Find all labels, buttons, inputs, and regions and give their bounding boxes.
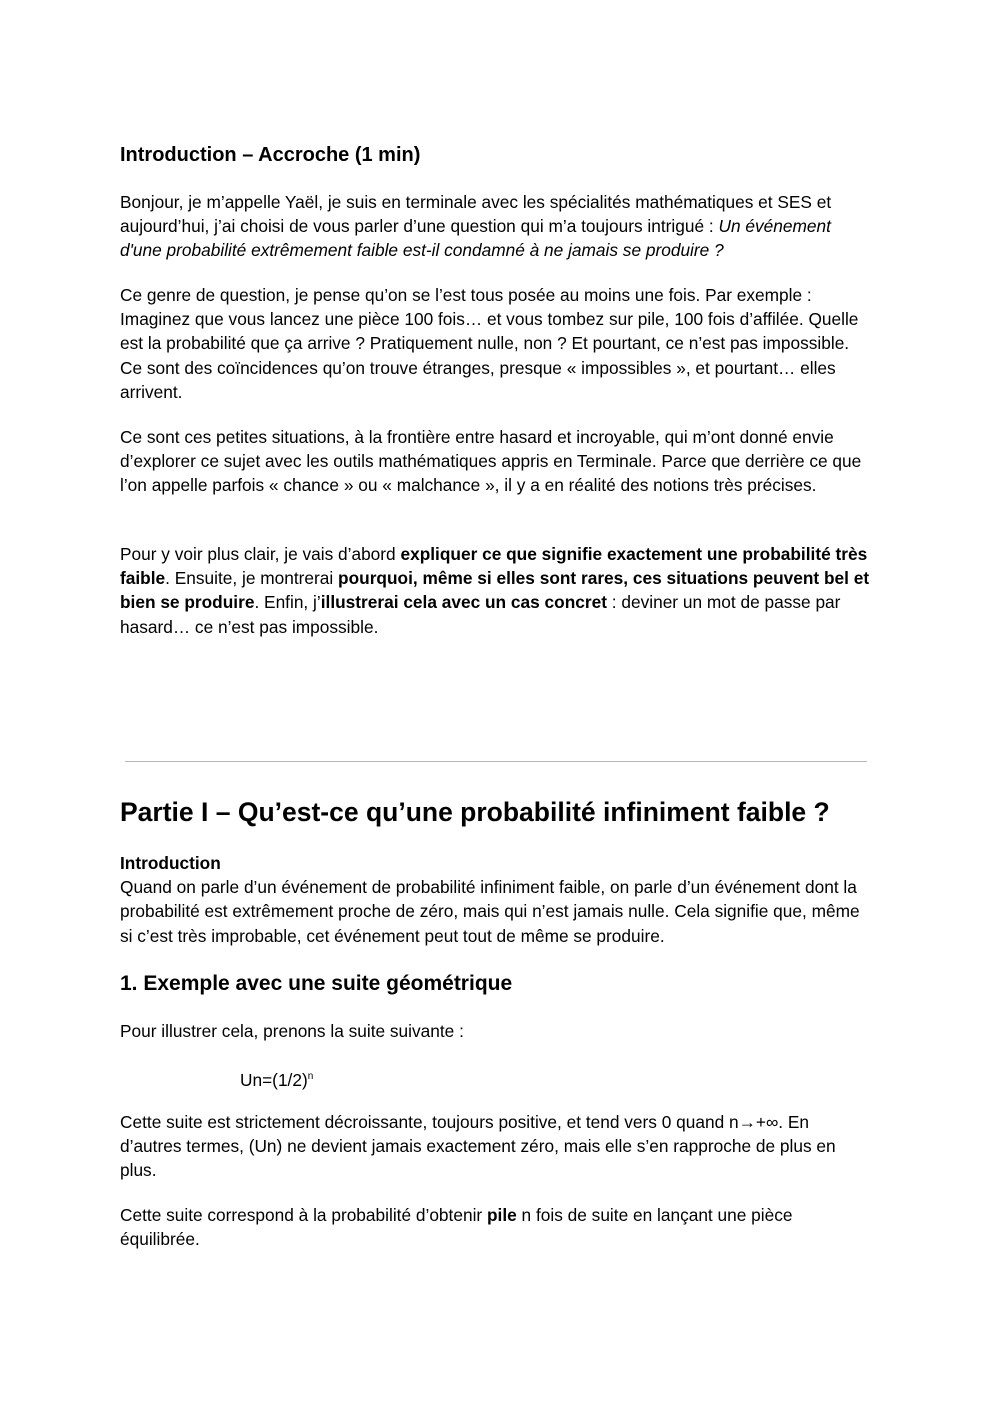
intro-question: Un événement d'une probabilité extrêmement faible est-il condamné à ne jamais se produire ? — [120, 216, 831, 261]
intro-paragraph-2 — [120, 283, 872, 404]
intro-p1-text: Bonjour, je m’appelle Yaël, je suis en terminale avec les spécialités mathématiques et SES et aujourd’hui, j’ai choisi de vous parler d’une question qui m’a toujours intrigué : — [120, 192, 832, 237]
intro-p4-a: Pour y voir plus clair, je vais d’abord — [120, 544, 401, 564]
intro-p3-text: Ce sont ces petites situations, à la frontière entre hasard et incroyable, qui m’ont donné envie d’explorer ce sujet avec les outils mathématiques appris en Terminale. Parce que derrière ce que l’on appelle parfois « chance » ou « malchance », il y a en réalité des notions très précises. — [120, 427, 862, 496]
formula-exponent: n — [307, 1071, 314, 1082]
horizontal-divider — [125, 761, 867, 762]
section1-paragraph-1 — [120, 1019, 872, 1043]
intro-p4-c: . Ensuite, je montrerai — [165, 568, 339, 589]
part1-introduction — [120, 851, 872, 948]
part1-intro-label: Introduction — [120, 853, 221, 873]
section1-heading-block — [120, 971, 872, 997]
intro-p4-b: expliquer ce que signifie exactement une probabilité très faible — [120, 544, 868, 589]
s1-p3-c: n fois de suite en lançant une pièce équilibrée. — [120, 1205, 793, 1250]
intro-p4-g: : deviner un mot de passe par hasard… ce n’est pas impossible. — [120, 592, 841, 637]
s1-p3-a: Cette suite correspond à la probabilité d’obtenir — [120, 1205, 487, 1225]
part1-heading: Partie I – Qu’est-ce qu’une probabilité infiniment faible ? — [120, 797, 830, 827]
intro-p4-e: . Enfin, j’ — [254, 592, 321, 613]
intro-p4-d: pourquoi, même si elles sont rares, ces situations peuvent bel et bien se produire — [120, 568, 870, 613]
part1-intro-text: Quand on parle d’un événement de probabilité infiniment faible, on parle d’un événement dont la probabilité est extrêmement proche de zéro, mais qui n’est jamais nulle. Cela signifie que, même si c’est très improbable, cet événement peut tout de même se produire. — [120, 877, 860, 946]
formula — [120, 1065, 872, 1092]
section1-heading: 1. Exemple avec une suite géométrique — [120, 972, 513, 995]
section1-paragraph-2 — [120, 1110, 872, 1183]
section1-paragraph-3 — [120, 1203, 872, 1251]
intro-p4-f: illustrerai cela avec un cas concret — [320, 592, 607, 613]
intro-p2-text: Ce genre de question, je pense qu’on se l’est tous posée au moins une fois. Par exemple : Imaginez que vous lancez une pièce 100 fois… et vous tombez sur pile, 100 fois d’affilée. Quelle est la probabilité que ça arrive ? Pratiquement nulle, non ? Et pourtant, ce n’est pas impossible. Ce sont des coïncidences qu’on trouve étranges, presque « impossibles », et pourtant… elles arrivent. — [120, 285, 859, 402]
intro-paragraph-4 — [120, 542, 872, 639]
s1-p2-text: Cette suite est strictement décroissante, toujours positive, et tend vers 0 quand n→+∞. En d’autres termes, (Un) ne devient jamais exactement zéro, mais elle s’en rapproche de plus en plus. — [120, 1112, 836, 1181]
s1-p3-b: pile — [486, 1205, 517, 1225]
intro-heading: Introduction – Accroche (1 min) — [120, 144, 421, 166]
formula-block — [120, 1065, 872, 1092]
formula-base: Un=(1/2) — [240, 1070, 308, 1090]
intro-paragraph-3 — [120, 425, 872, 498]
s1-p1-text: Pour illustrer cela, prenons la suite suivante : — [120, 1021, 464, 1041]
part1-heading-block — [120, 796, 872, 828]
intro-paragraph-1 — [120, 190, 872, 263]
intro-heading-block — [120, 142, 872, 168]
